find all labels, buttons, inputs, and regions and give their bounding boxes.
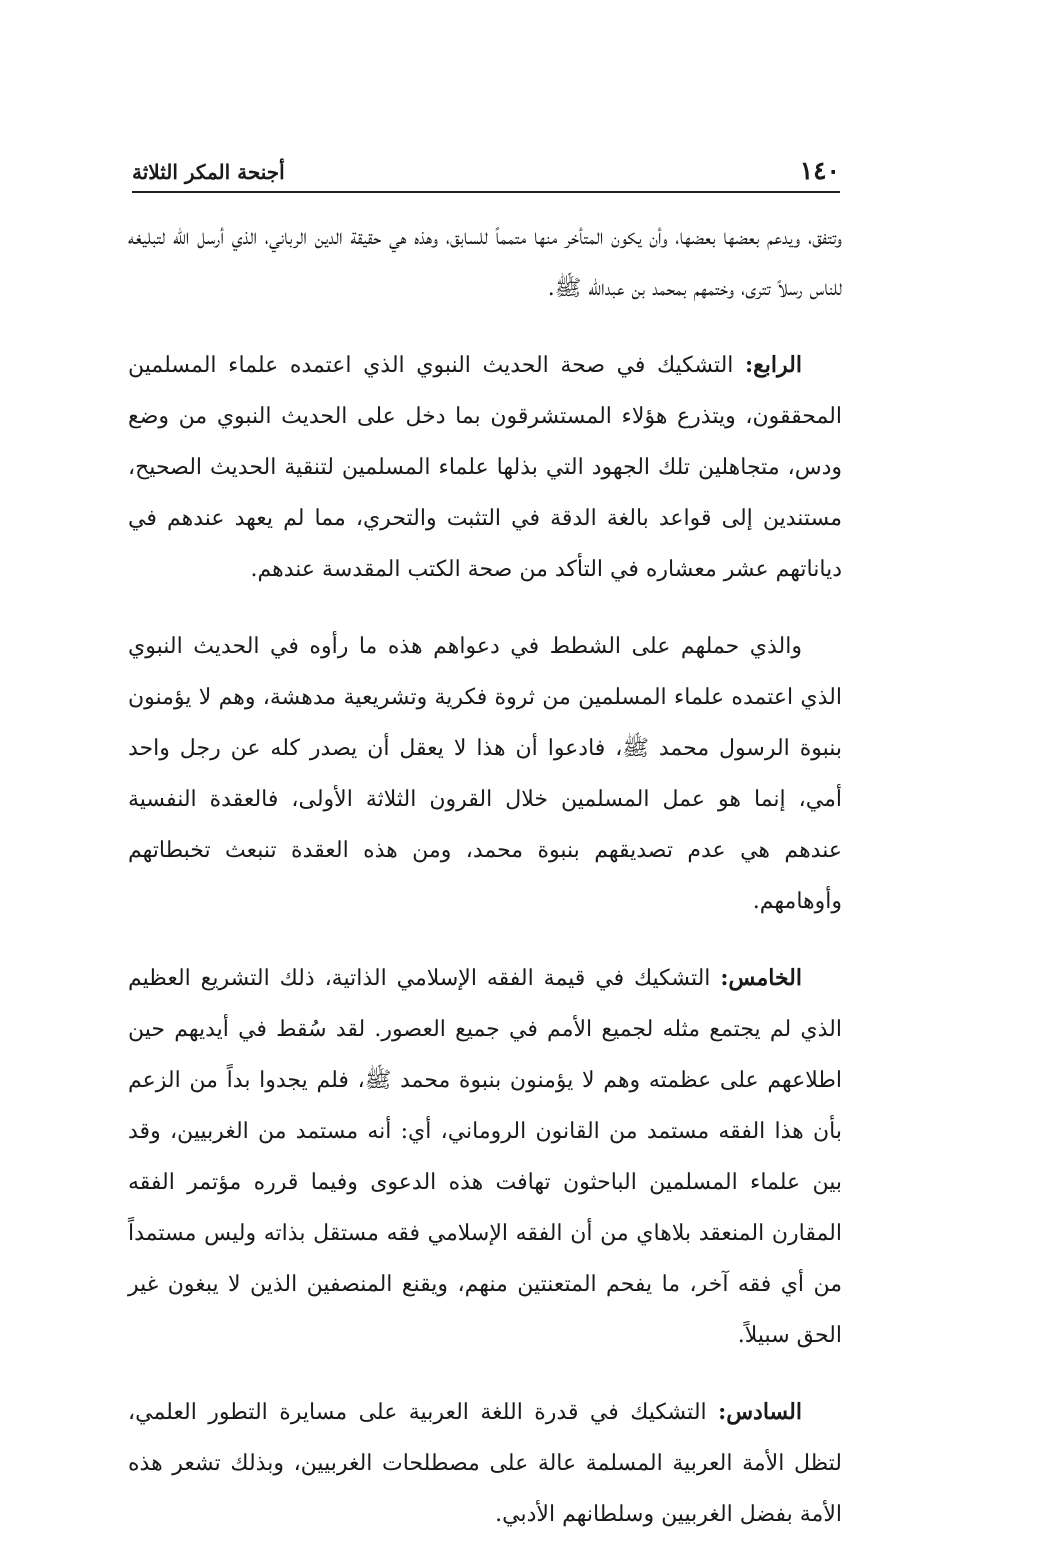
paragraph-text: التشكيك في قدرة اللغة العربية على مسايرة التطور العلمي، لتظل الأمة العربية المسلمة عالة على مصطلحات الغربيين، وبذلك تشعر هذه الأمة بفضل الغربيين وسلطانهم الأدبي. bbox=[128, 1400, 842, 1527]
paragraph-explanation bbox=[128, 621, 842, 927]
running-head bbox=[132, 150, 840, 186]
page-number: ١٤٠ bbox=[799, 156, 840, 185]
paragraph-title: السادس: bbox=[718, 1399, 802, 1425]
paragraph-title: الرابع: bbox=[744, 352, 802, 378]
paragraph-fifth bbox=[128, 953, 842, 1361]
paragraph-fourth bbox=[128, 340, 842, 595]
paragraph-text: التشكيك في قيمة الفقه الإسلامي الذاتية، ذلك التشريع العظيم الذي لم يجتمع مثله لجميع الأمم في جميع العصور. لقد سُقط في أيديهم حين اطلاعهم على عظمته وهم لا يؤمنون بنبوة محمد ﷺ، فلم يجدوا بداً من الزعم بأن هذا الفقه مستمد من القانون الروماني، أي: أنه مستمد من الغربيين، وقد بين علماء المسلمين الباحثون تهافت هذه الدعوى وفيما قرره مؤتمر الفقه المقارن المنعقد بلاهاي من أن الفقه الإسلامي فقه مستقل بذاته وليس مستمداً من أي فقه آخر، ما يفحم المتعنتين منهم، ويقنع المنصفين الذين لا يبغون غير الحق سبيلاً. bbox=[128, 966, 843, 1348]
paragraph-continuation bbox=[128, 212, 842, 314]
paragraph-text: وتتفق، ويدعم بعضها بعضها، وأن يكون المتأخر منها متمماً للسابق، وهذه هي حقيقة الدين الرباني، الذي أرسل الله لتبليغه للناس رسلاً تترى، وختمهم بمحمد بن عبدالله ﷺ. bbox=[128, 225, 842, 301]
paragraph-text: والذي حملهم على الشطط في دعواهم هذه ما رأوه في الحديث النبوي الذي اعتمده علماء المسلمين من ثروة فكرية وتشريعية مدهشة، وهم لا يؤمنون بنبوة الرسول محمد ﷺ، فادعوا أن هذا لا يعقل أن يصدر كله عن رجل واحد أمي، إنما هو عمل المسلمين خلال القرون الثلاثة الأولى، فالعقدة النفسية عندهم هي عدم تصديقهم بنبوة محمد، ومن هذه العقدة تنبعث تخبطاتهم وأوهامهم. bbox=[128, 634, 842, 914]
paragraph-text: التشكيك في صحة الحديث النبوي الذي اعتمده علماء المسلمين المحققون، ويتذرع هؤلاء المستشرقون بما دخل على الحديث النبوي من وضع ودس، متجاهلين تلك الجهود التي بذلها علماء المسلمين لتنقية الحديث الصحيح، مستندين إلى قواعد بالغة الدقة في التثبت والتحري، مما لم يعهد عندهم في دياناتهم عشر معشاره في التأكد من صحة الكتب المقدسة عندهم. bbox=[128, 353, 842, 582]
book-title: أجنحة المكر الثلاثة bbox=[132, 160, 285, 184]
paragraph-sixth bbox=[128, 1387, 842, 1540]
body-text bbox=[128, 212, 842, 1566]
header-rule bbox=[132, 191, 840, 193]
paragraph-title: الخامس: bbox=[720, 965, 802, 991]
